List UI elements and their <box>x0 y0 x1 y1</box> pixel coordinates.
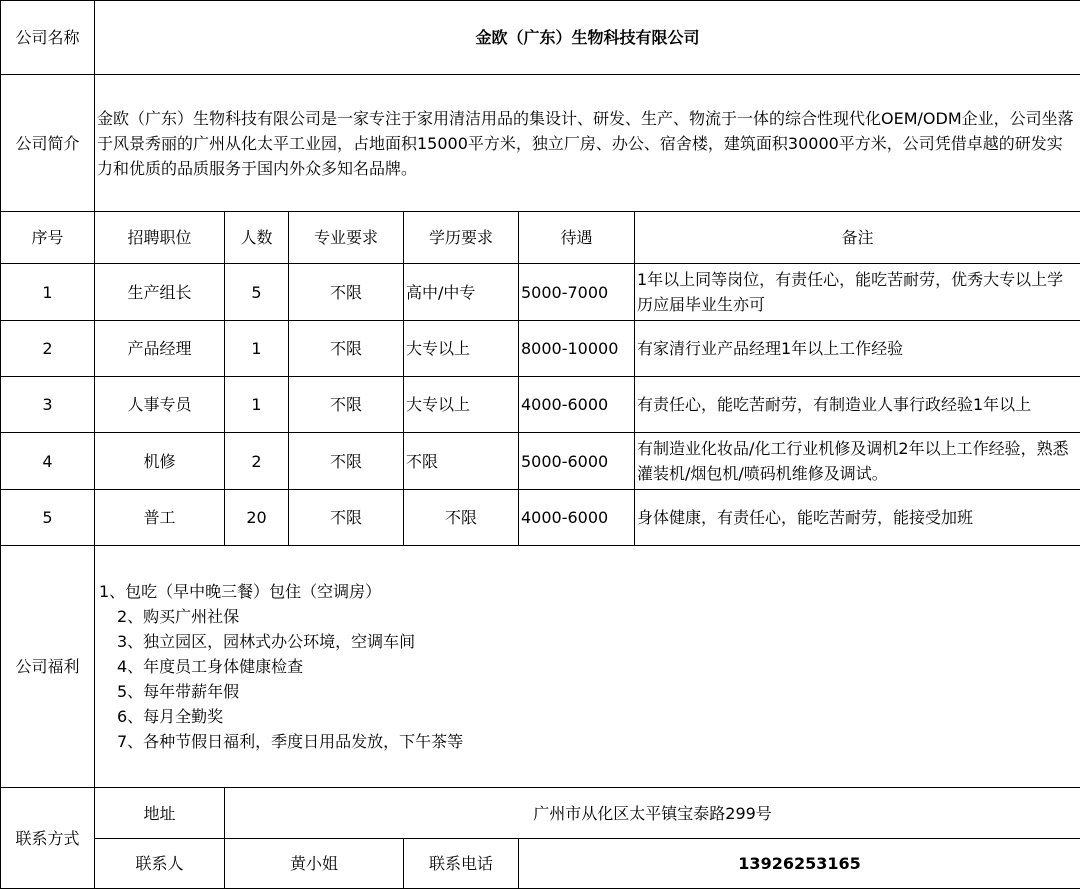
company-name-label: 公司名称 <box>1 1 95 75</box>
person-label: 联系人 <box>95 839 225 889</box>
header-salary: 待遇 <box>519 212 635 264</box>
job-education: 高中/中专 <box>404 264 519 321</box>
job-position: 生产组长 <box>95 264 225 321</box>
job-salary: 8000-10000 <box>519 321 635 377</box>
job-note: 身体健康，有责任心，能吃苦耐劳，能接受加班 <box>635 490 1080 546</box>
jobs-header-row <box>1 212 1080 264</box>
job-education: 大专以上 <box>404 377 519 433</box>
job-education: 不限 <box>404 490 519 546</box>
job-note: 1年以上同等岗位，有责任心，能吃苦耐劳，优秀大专以上学历应届毕业生亦可 <box>635 264 1080 321</box>
company-intro-label: 公司简介 <box>1 75 95 212</box>
job-position: 人事专员 <box>95 377 225 433</box>
job-note: 有制造业化妆品/化工行业机修及调机2年以上工作经验，熟悉灌装机/烟包机/喷码机维修及调试。 <box>635 433 1080 490</box>
job-position: 普工 <box>95 490 225 546</box>
phone-value: 13926253165 <box>519 839 1080 889</box>
header-note: 备注 <box>635 212 1080 264</box>
benefit-item: 7、各种节假日福利，季度日用品发放，下午茶等 <box>97 729 1078 754</box>
job-salary: 4000-6000 <box>519 490 635 546</box>
contact-address-row <box>1 788 1080 839</box>
job-salary: 5000-7000 <box>519 264 635 321</box>
header-position: 招聘职位 <box>95 212 225 264</box>
benefit-item: 6、每月全勤奖 <box>97 704 1078 729</box>
benefit-item: 5、每年带薪年假 <box>97 679 1078 704</box>
company-intro: 金欧（广东）生物科技有限公司是一家专注于家用清洁用品的集设计、研发、生产、物流于一体的综合性现代化OEM/ODM企业，公司坐落于风景秀丽的广州从化太平工业园，占地面积15000平方米，独立厂房、办公、宿舍楼，建筑面积30000平方米，公司凭借卓越的研发实力和优质的品质服务于国内外众多知名品牌。 <box>95 75 1080 212</box>
job-count: 20 <box>225 490 289 546</box>
company-name-row <box>1 1 1080 75</box>
header-count: 人数 <box>225 212 289 264</box>
contact-person-row <box>1 839 1080 889</box>
company-name: 金欧（广东）生物科技有限公司 <box>95 1 1080 75</box>
phone-label: 联系电话 <box>404 839 519 889</box>
contact-label: 联系方式 <box>1 788 95 889</box>
table-row <box>1 321 1080 377</box>
header-no: 序号 <box>1 212 95 264</box>
benefits-row <box>1 546 1080 788</box>
job-count: 1 <box>225 321 289 377</box>
job-no: 5 <box>1 490 95 546</box>
job-no: 3 <box>1 377 95 433</box>
job-education: 大专以上 <box>404 321 519 377</box>
benefits-list <box>95 546 1080 788</box>
job-major: 不限 <box>289 377 404 433</box>
person-value: 黄小姐 <box>225 839 404 889</box>
header-education: 学历要求 <box>404 212 519 264</box>
job-major: 不限 <box>289 490 404 546</box>
job-major: 不限 <box>289 264 404 321</box>
job-no: 4 <box>1 433 95 490</box>
header-major: 专业要求 <box>289 212 404 264</box>
benefit-item: 2、购买广州社保 <box>97 604 1078 629</box>
job-note: 有责任心，能吃苦耐劳，有制造业人事行政经验1年以上 <box>635 377 1080 433</box>
table-row <box>1 264 1080 321</box>
job-note: 有家清行业产品经理1年以上工作经验 <box>635 321 1080 377</box>
job-major: 不限 <box>289 433 404 490</box>
address-value: 广州市从化区太平镇宝泰路299号 <box>225 788 1080 839</box>
address-label: 地址 <box>95 788 225 839</box>
job-count: 2 <box>225 433 289 490</box>
job-position: 产品经理 <box>95 321 225 377</box>
job-major: 不限 <box>289 321 404 377</box>
job-no: 1 <box>1 264 95 321</box>
job-count: 5 <box>225 264 289 321</box>
job-no: 2 <box>1 321 95 377</box>
job-salary: 5000-6000 <box>519 433 635 490</box>
benefit-item: 3、独立园区，园林式办公环境，空调车间 <box>97 629 1078 654</box>
table-row <box>1 377 1080 433</box>
job-position: 机修 <box>95 433 225 490</box>
table-row <box>1 433 1080 490</box>
benefits-label: 公司福利 <box>1 546 95 788</box>
job-salary: 4000-6000 <box>519 377 635 433</box>
job-education: 不限 <box>404 433 519 490</box>
company-intro-row <box>1 75 1080 212</box>
benefit-item: 4、年度员工身体健康检查 <box>97 654 1078 679</box>
benefit-item: 1、包吃（早中晚三餐）包住（空调房） <box>97 579 1078 604</box>
table-row <box>1 490 1080 546</box>
job-count: 1 <box>225 377 289 433</box>
